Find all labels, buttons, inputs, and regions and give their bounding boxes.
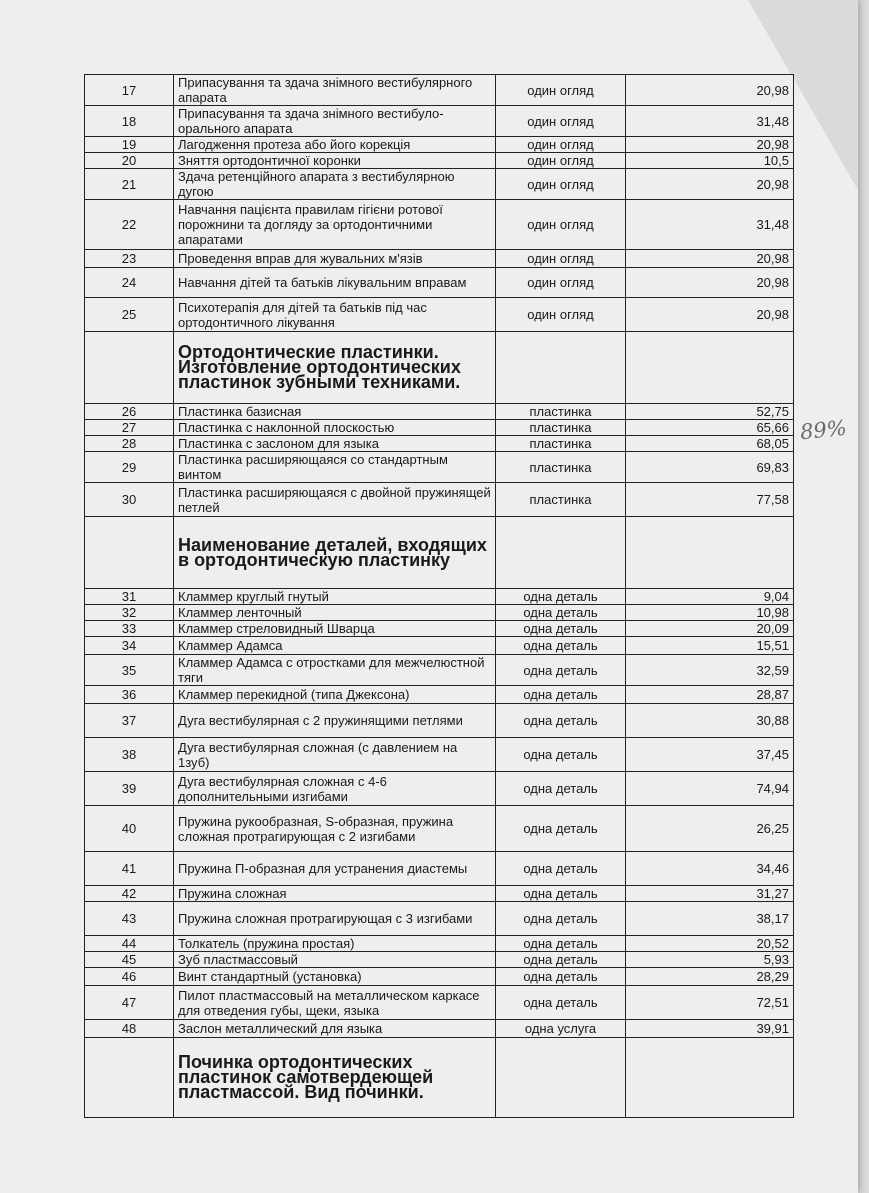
row-number: 29 [85,452,174,483]
row-unit: пластинка [496,420,626,436]
table-row [85,655,794,686]
row-price: 10,5 [626,153,794,169]
table-row [85,106,794,137]
price-table-body [85,75,794,1118]
row-name: Дуга вестибулярная сложная с 4-6 дополнительными изгибами [174,772,496,806]
row-name: Кламмер круглый гнутый [174,589,496,605]
row-name: Проведення вправ для жувальних м'язів [174,250,496,268]
empty-cell [626,332,794,404]
row-price: 26,25 [626,806,794,852]
row-name: Пружина сложная [174,886,496,902]
table-row [85,704,794,738]
row-name: Пластинка расширяющаяся с двойной пружинящей петлей [174,483,496,517]
row-number: 33 [85,621,174,637]
row-price: 20,98 [626,169,794,200]
row-number: 45 [85,952,174,968]
row-price: 20,98 [626,75,794,106]
row-price: 20,98 [626,250,794,268]
table-row [85,169,794,200]
row-price: 28,87 [626,686,794,704]
row-price: 39,91 [626,1020,794,1038]
row-number: 28 [85,436,174,452]
row-price: 28,29 [626,968,794,986]
row-name: Дуга вестибулярная с 2 пружинящими петлями [174,704,496,738]
table-row [85,153,794,169]
row-unit: один огляд [496,75,626,106]
row-number: 46 [85,968,174,986]
row-name: Навчання пацієнта правилам гігієни ротової порожнини та догляду за ортодонтичними апаратами [174,200,496,250]
row-unit: один огляд [496,268,626,298]
row-number: 38 [85,738,174,772]
table-row [85,886,794,902]
row-price: 34,46 [626,852,794,886]
row-name: Толкатель (пружина простая) [174,936,496,952]
table-row [85,952,794,968]
row-name: Пластинка с заслоном для языка [174,436,496,452]
row-number: 39 [85,772,174,806]
row-unit: пластинка [496,452,626,483]
row-price: 20,98 [626,137,794,153]
table-row [85,852,794,886]
row-number: 47 [85,986,174,1020]
table-row [85,902,794,936]
table-row [85,452,794,483]
empty-cell [85,517,174,589]
row-number: 30 [85,483,174,517]
price-table [84,74,794,1118]
row-name: Пружина рукообразная, S-образная, пружина сложная протрагирующая с 2 изгибами [174,806,496,852]
row-name: Винт стандартный (установка) [174,968,496,986]
row-name: Кламмер стреловидный Шварца [174,621,496,637]
row-number: 32 [85,605,174,621]
row-number: 36 [85,686,174,704]
table-row [85,250,794,268]
empty-cell [85,332,174,404]
handwritten-percent-mark: 89% [798,415,848,445]
row-number: 34 [85,637,174,655]
row-number: 43 [85,902,174,936]
row-price: 31,48 [626,106,794,137]
row-price: 5,93 [626,952,794,968]
row-number: 22 [85,200,174,250]
row-price: 20,98 [626,268,794,298]
section-heading-row [85,1038,794,1118]
row-number: 26 [85,404,174,420]
row-name: Кламмер Адамса [174,637,496,655]
row-unit: одна деталь [496,852,626,886]
row-price: 68,05 [626,436,794,452]
row-price: 74,94 [626,772,794,806]
row-unit: один огляд [496,200,626,250]
section-heading-row [85,332,794,404]
row-price: 38,17 [626,902,794,936]
row-unit: одна деталь [496,589,626,605]
row-name: Припасування та здача знімного вестибуло-орального апарата [174,106,496,137]
row-price: 30,88 [626,704,794,738]
row-name: Психотерапія для дітей та батьків під час ортодонтичного лікування [174,298,496,332]
row-number: 18 [85,106,174,137]
row-unit: одна деталь [496,772,626,806]
section-heading-row [85,517,794,589]
row-number: 42 [85,886,174,902]
row-number: 31 [85,589,174,605]
empty-cell [626,517,794,589]
row-number: 35 [85,655,174,686]
row-price: 10,98 [626,605,794,621]
row-price: 52,75 [626,404,794,420]
row-unit: одна деталь [496,968,626,986]
empty-cell [496,332,626,404]
row-name: Пластинка с наклонной плоскостью [174,420,496,436]
row-price: 20,98 [626,298,794,332]
row-unit: одна деталь [496,637,626,655]
row-number: 21 [85,169,174,200]
row-unit: одна деталь [496,686,626,704]
table-row [85,589,794,605]
table-row [85,268,794,298]
row-unit: один огляд [496,169,626,200]
table-row [85,420,794,436]
row-price: 31,48 [626,200,794,250]
row-unit: одна деталь [496,605,626,621]
row-name: Здача ретенційного апарата з вестибулярною дугою [174,169,496,200]
row-name: Пружина П-образная для устранения диастемы [174,852,496,886]
row-unit: одна деталь [496,738,626,772]
row-price: 77,58 [626,483,794,517]
row-number: 17 [85,75,174,106]
table-row [85,75,794,106]
row-name: Дуга вестибулярная сложная (с давлением на 1зуб) [174,738,496,772]
row-name: Пластинка базисная [174,404,496,420]
row-unit: один огляд [496,106,626,137]
row-price: 72,51 [626,986,794,1020]
row-name: Заслон металлический для языка [174,1020,496,1038]
table-row [85,200,794,250]
table-row [85,298,794,332]
row-price: 15,51 [626,637,794,655]
table-row [85,936,794,952]
row-name: Зуб пластмассовый [174,952,496,968]
row-name: Пластинка расширяющаяся со стандартным винтом [174,452,496,483]
row-number: 40 [85,806,174,852]
row-unit: один огляд [496,298,626,332]
row-unit: пластинка [496,404,626,420]
section-heading: Починка ортодонтических пластинок самотвердеющей пластмассой. Вид починки. [174,1038,496,1118]
table-row [85,436,794,452]
section-heading: Ортодонтические пластинки. Изготовление ортодонтических пластинок зубными техниками. [174,332,496,404]
table-row [85,404,794,420]
row-unit: одна деталь [496,936,626,952]
row-price: 9,04 [626,589,794,605]
row-price: 37,45 [626,738,794,772]
row-unit: пластинка [496,436,626,452]
table-row [85,637,794,655]
row-unit: одна деталь [496,886,626,902]
table-row [85,772,794,806]
row-number: 48 [85,1020,174,1038]
row-unit: одна деталь [496,806,626,852]
empty-cell [626,1038,794,1118]
row-name: Кламмер Адамса с отростками для межчелюстной тяги [174,655,496,686]
row-unit: одна деталь [496,621,626,637]
row-name: Припасування та здача знімного вестибулярного апарата [174,75,496,106]
row-price: 65,66 [626,420,794,436]
row-price: 69,83 [626,452,794,483]
table-row [85,483,794,517]
row-name: Навчання дітей та батьків лікувальним вправам [174,268,496,298]
row-number: 24 [85,268,174,298]
table-row [85,1020,794,1038]
row-number: 23 [85,250,174,268]
row-price: 31,27 [626,886,794,902]
row-number: 20 [85,153,174,169]
row-price: 20,52 [626,936,794,952]
empty-cell [496,1038,626,1118]
table-row [85,686,794,704]
section-heading: Наименование деталей, входящих в ортодонтическую пластинку [174,517,496,589]
row-price: 32,59 [626,655,794,686]
empty-cell [85,1038,174,1118]
row-name: Пилот пластмассовый на металлическом каркасе для отведения губы, щеки, языка [174,986,496,1020]
row-unit: одна деталь [496,952,626,968]
row-unit: одна деталь [496,902,626,936]
row-name: Лагодження протеза або його корекція [174,137,496,153]
row-number: 44 [85,936,174,952]
table-row [85,986,794,1020]
row-unit: одна услуга [496,1020,626,1038]
row-unit: пластинка [496,483,626,517]
row-name: Кламмер перекидной (типа Джексона) [174,686,496,704]
row-price: 20,09 [626,621,794,637]
table-row [85,605,794,621]
table-row [85,738,794,772]
table-row [85,968,794,986]
row-number: 19 [85,137,174,153]
row-unit: одна деталь [496,655,626,686]
row-number: 27 [85,420,174,436]
table-row [85,137,794,153]
table-row [85,806,794,852]
row-unit: один огляд [496,153,626,169]
table-row [85,621,794,637]
row-unit: одна деталь [496,986,626,1020]
row-name: Зняття ортодонтичної коронки [174,153,496,169]
row-number: 37 [85,704,174,738]
row-number: 41 [85,852,174,886]
row-name: Кламмер ленточный [174,605,496,621]
row-unit: один огляд [496,137,626,153]
row-unit: одна деталь [496,704,626,738]
row-name: Пружина сложная протрагирующая с 3 изгибами [174,902,496,936]
row-number: 25 [85,298,174,332]
row-unit: один огляд [496,250,626,268]
empty-cell [496,517,626,589]
